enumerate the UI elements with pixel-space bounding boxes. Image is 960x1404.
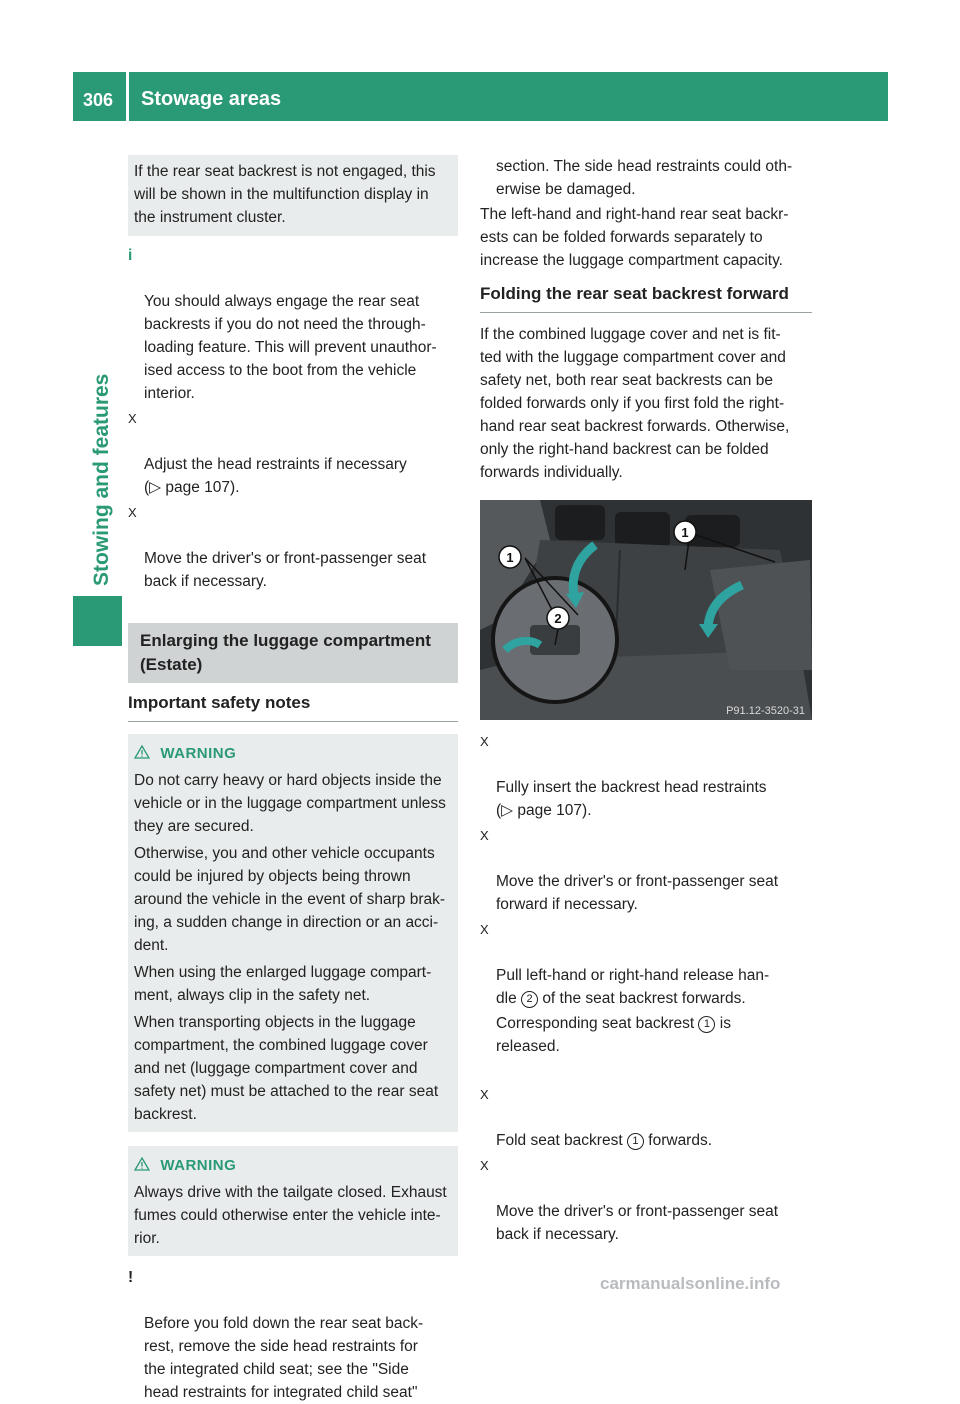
caution-text: Before you fold down the rear seat back- rest, remove the side head restraints for the integrated child seat; see the "Side head restraints for integrated child seat" — [144, 1315, 424, 1401]
warning-triangle-icon — [134, 745, 150, 759]
callout-label: 2 — [554, 611, 562, 626]
step-text: Corresponding seat backrest — [496, 1015, 695, 1032]
warning-box — [128, 1146, 458, 1256]
list-item-text: Move the driver's or front-passenger seat back if necessary. — [496, 1203, 779, 1243]
caution-note — [128, 1266, 458, 1404]
step-arrow-icon: X — [480, 734, 489, 749]
warning-paragraph: When using the enlarged luggage compart- ment, always clip in the safety net. — [134, 964, 432, 1004]
rear-seat-figure — [480, 500, 812, 720]
left-column — [128, 155, 458, 1404]
sub-heading: Folding the rear seat backrest forward — [480, 282, 812, 313]
step-result — [496, 1012, 812, 1058]
list-item-text — [496, 1132, 712, 1149]
section-heading: Enlarging the luggage compartment (Estate) — [128, 623, 458, 683]
step-arrow-icon: X — [128, 411, 137, 426]
list-item-text: Move the driver's or front-passenger seat forward if necessary. — [496, 873, 779, 913]
paragraph: If the combined luggage cover and net is fit- ted with the luggage compartment cover and safety net, both rear seat backrests can be folded forwards only if you first fold the right- hand rear seat backrest forwards. Otherwise, only the right-hand backrest can be folded forwards individually. — [480, 326, 790, 481]
warning-header — [134, 742, 452, 765]
list-item — [480, 918, 812, 1081]
page-title: Stowage areas — [141, 88, 282, 110]
callout-1-right — [674, 521, 696, 543]
info-note — [128, 244, 458, 405]
figure-code: P91.12-3520-31 — [726, 705, 805, 717]
watermark: carmanualsonline.info — [600, 1274, 781, 1293]
list-item-text: Fully insert the backrest head restraints (▷ page 107). — [496, 779, 767, 819]
warning-paragraph: Otherwise, you and other vehicle occupants could be injured by objects being thrown around the vehicle in the event of sharp brak- ing, a sudden change in direction or an acci- dent. — [134, 845, 446, 954]
exclamation-icon: ! — [128, 1269, 134, 1286]
warning-paragraph: When transporting objects in the luggage compartment, the combined luggage cover and net (luggage compartment cover and safety net) must be attached to the rear seat backrest. — [134, 1014, 439, 1123]
warning-box — [128, 734, 458, 1132]
list-item — [480, 824, 812, 916]
warning-title: WARNING — [160, 745, 237, 762]
list-item — [480, 1154, 812, 1246]
step-arrow-icon: X — [480, 828, 489, 843]
callout-label: 1 — [681, 525, 689, 540]
step-text: Fold seat backrest — [496, 1132, 623, 1149]
step-arrow-icon: X — [480, 1087, 489, 1102]
step-arrow-icon: X — [480, 1158, 489, 1173]
warning-paragraph: Do not carry heavy or hard objects inside the vehicle or in the luggage compartment unless they are secured. — [134, 772, 446, 835]
list-item-text — [496, 967, 769, 1007]
list-item-text: Adjust the head restraints if necessary (▷ page 107). — [144, 456, 407, 496]
info-box-text: If the rear seat backrest is not engaged, this will be shown in the multifunction display in the instrument cluster. — [134, 163, 436, 226]
step-arrow-icon: X — [128, 505, 137, 520]
step-arrow-icon: X — [480, 922, 489, 937]
list-item — [480, 730, 812, 822]
rear-seat-illustration — [480, 500, 812, 720]
warning-paragraph: Always drive with the tailgate closed. Exhaust fumes could otherwise enter the vehicle inte- rior. — [134, 1184, 447, 1247]
side-tab-label: Stowing and features — [90, 373, 113, 586]
callout-1-left — [499, 546, 521, 568]
page-header — [73, 72, 888, 121]
callout-ref: 1 — [698, 1016, 715, 1033]
callout-label: 1 — [506, 550, 514, 565]
step-text: of the seat backrest forwards. — [542, 990, 746, 1007]
info-note-text: You should always engage the rear seat backrests if you do not need the through- loading feature. This will prevent unauthor- ised access to the boot from the vehicle interior. — [144, 293, 437, 402]
page-number: 306 — [83, 90, 114, 110]
sub-heading: Important safety notes — [128, 691, 458, 722]
callout-2 — [547, 607, 569, 629]
right-column — [480, 155, 812, 1246]
list-item — [480, 1083, 812, 1152]
info-icon: i — [128, 247, 133, 264]
step-text: forwards. — [648, 1132, 713, 1149]
step-text: is released. — [496, 1015, 731, 1055]
header-divider — [126, 72, 129, 121]
list-item — [128, 407, 458, 499]
list-item — [128, 501, 458, 593]
info-box — [128, 155, 458, 236]
step-text: Pull left-hand or right-hand release han- dle — [496, 967, 770, 1007]
warning-header — [134, 1154, 452, 1177]
continued-text: section. The side head restraints could oth- erwise be damaged. — [496, 158, 793, 198]
warning-triangle-icon — [134, 1157, 150, 1171]
callout-ref: 2 — [521, 991, 538, 1008]
paragraph: The left-hand and right-hand rear seat backr- ests can be folded forwards separately to increase the luggage compartment capacity. — [480, 206, 789, 269]
warning-title: WARNING — [160, 1157, 237, 1174]
list-item-text: Move the driver's or front-passenger seat back if necessary. — [144, 550, 427, 590]
callout-ref: 1 — [627, 1133, 644, 1150]
side-tab-marker — [73, 596, 122, 646]
